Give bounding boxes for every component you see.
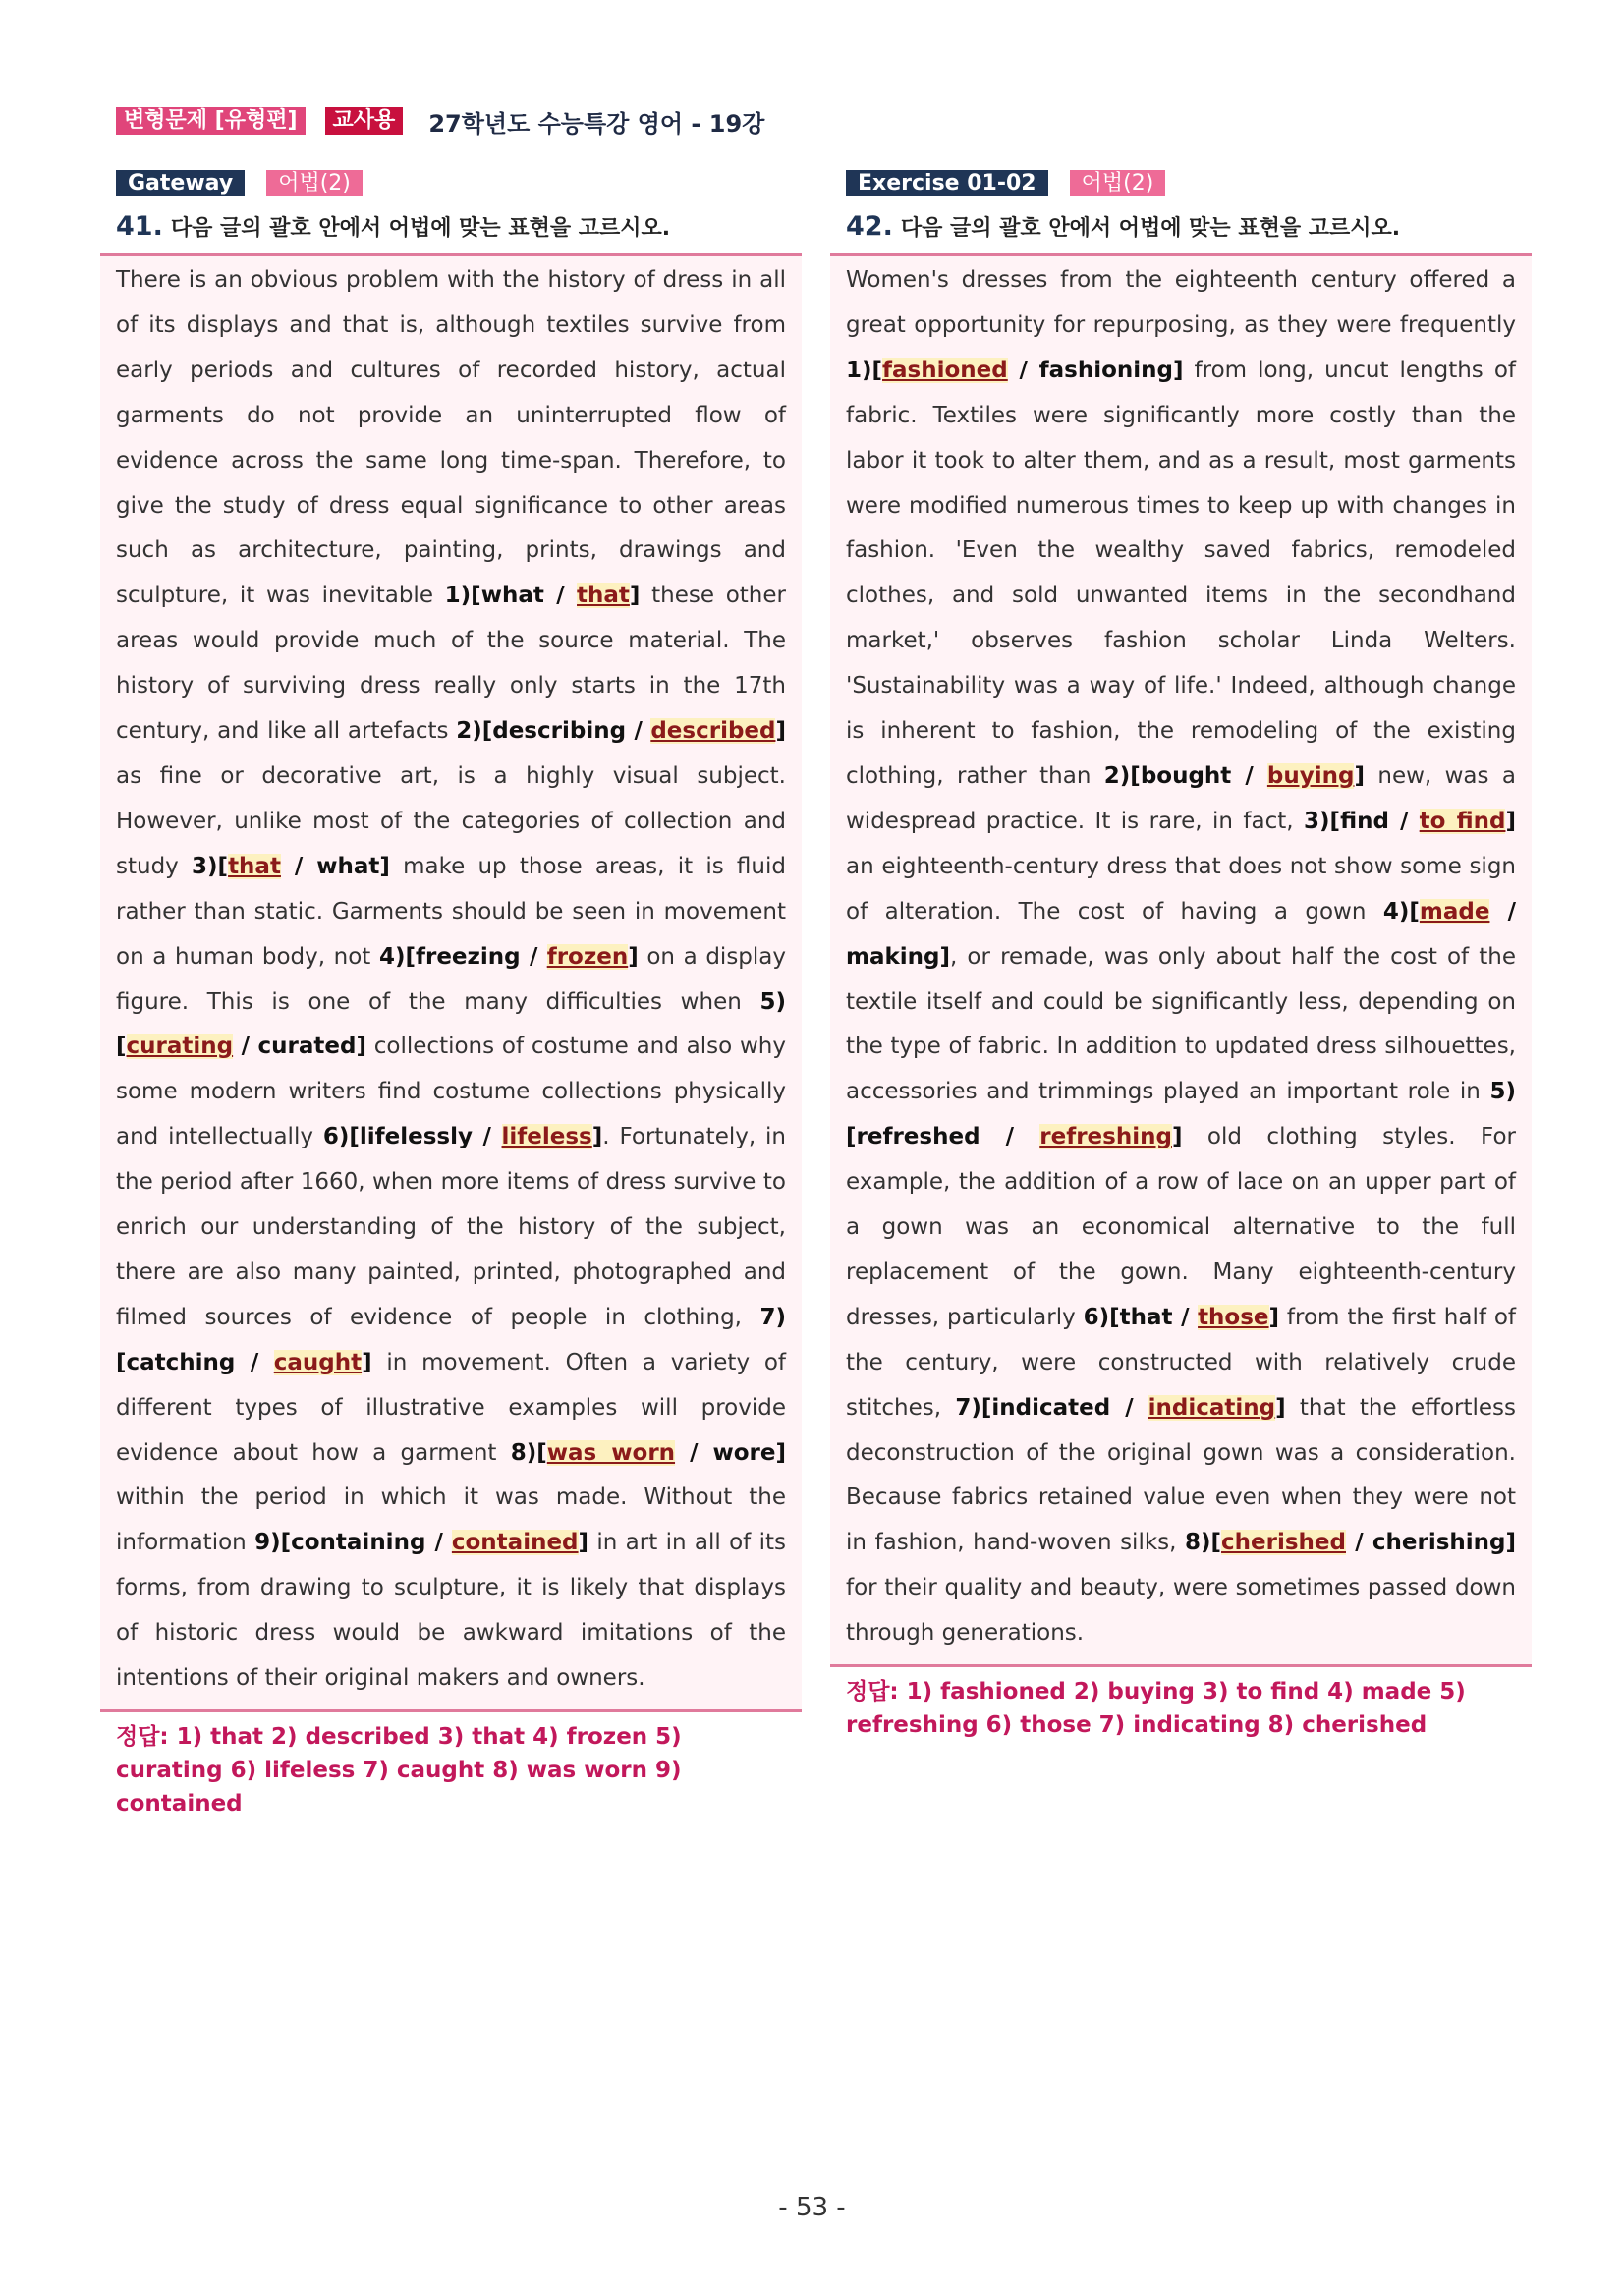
question-labels [846,169,1532,196]
question-instruction [116,208,802,246]
instruction-text: 다음 글의 괄호 안에서 어법에 맞는 표현을 고르시오. [170,216,671,241]
answer-key: 정답: 1) fashioned 2) buying 3) to find 4) made 5) refreshing 6) those 7) indicating 8) cherished [846,1679,1466,1739]
page-number: - 53 - [778,2193,846,2222]
instruction-text: 다음 글의 괄호 안에서 어법에 맞는 표현을 고르시오. [900,216,1401,241]
question-type: 어법(2) [266,170,363,196]
question-type: 어법(2) [1070,170,1166,196]
header-tag-type: 변형문제 [유형편] [116,107,306,135]
question-labels [116,169,802,196]
question-41 [100,169,802,1820]
section-label: Exercise 01-02 [846,170,1048,196]
passage: Women's dresses from the eighteenth century offered a great opportunity for repurposing, as they were frequently 1)[fashioned / fashioning] from long, uncut lengths of fabric. Textiles were significantly more costly than the labor it took to alter them, and as a result, most garments were modified numerous times to keep up with changes in fashion. 'Even the wealthy saved fabrics, remodeled clothes, and sold unwanted items in the secondhand market,' observes fashion scholar Linda Welters. 'Sustainability was a way of life.' Indeed, although change is inherent to fashion, the remodeling of the existing clothing, rather than 2)[bought / buying] new, was a widespread practice. It is rare, in fact, 3)[find / to find] an eighteenth-century dress that does not show some sign of alteration. The cost of having a gown 4)[made / making], or remade, was only about half the cost of the textile itself and could be significantly less, depending on the type of fabric. In addition to updated dress silhouettes, accessories and trimmings played an important role in 5)[refreshed / refreshing] old clothing styles. For example, the addition of a row of lace on an upper part of a gown was an economical alternative to the full replacement of the gown. Many eighteenth-century dresses, particularly 6)[that / those] from the first half of the century, were constructed with relatively crude stitches, 7)[indicated / indicating] that the effortless deconstruction of the original gown was a consideration. Because fabrics retained value even when they were not in fashion, hand-woven silks, 8)[cherished / cherishing] for their quality and beauty, were sometimes passed down through generations. [830,253,1532,1667]
question-42 [830,169,1532,1742]
answer-key: 정답: 1) that 2) described 3) that 4) frozen 5) curating 6) lifeless 7) caught 8) was worn 9) contained [116,1724,682,1817]
section-label: Gateway [116,170,245,196]
question-number: 42. [846,211,893,242]
question-instruction [846,208,1532,246]
header-tag-teacher: 교사용 [325,107,404,135]
question-number: 41. [116,211,163,242]
header-title: 27학년도 수능특강 영어 - 19강 [428,109,765,138]
passage: There is an obvious problem with the history of dress in all of its displays and that is, although textiles survive from early periods and cultures of recorded history, actual garments do not provide an uninterrupted flow of evidence across the same long time-span. Therefore, to give the study of dress equal significance to other areas such as architecture, painting, prints, drawings and sculpture, it was inevitable 1)[what / that] these other areas would provide much of the source material. The history of surviving dress really only starts in the 17th century, and like all artefacts 2)[describing / described] as fine or decorative art, is a highly visual subject. However, unlike most of the categories of collection and study 3)[that / what] make up those areas, it is fluid rather than static. Garments should be seen in movement on a human body, not 4)[freezing / frozen] on a display figure. This is one of the many difficulties when 5)[curating / curated] collections of costume and also why some modern writers find costume collections physically and intellectually 6)[lifelessly / lifeless]. Fortunately, in the period after 1660, when more items of dress survive to enrich our understanding of the history of the subject, there are also many painted, printed, photographed and filmed sources of evidence of people in clothing, 7)[catching / caught] in movement. Often a variety of different types of illustrative examples will provide evidence about how a garment 8)[was worn / wore] within the period in which it was made. Without the information 9)[containing / contained] in art in all of its forms, from drawing to sculpture, it is likely that displays of historic dress would be awkward imitations of the intentions of their original makers and owners. [100,253,802,1712]
page-header [116,106,764,136]
